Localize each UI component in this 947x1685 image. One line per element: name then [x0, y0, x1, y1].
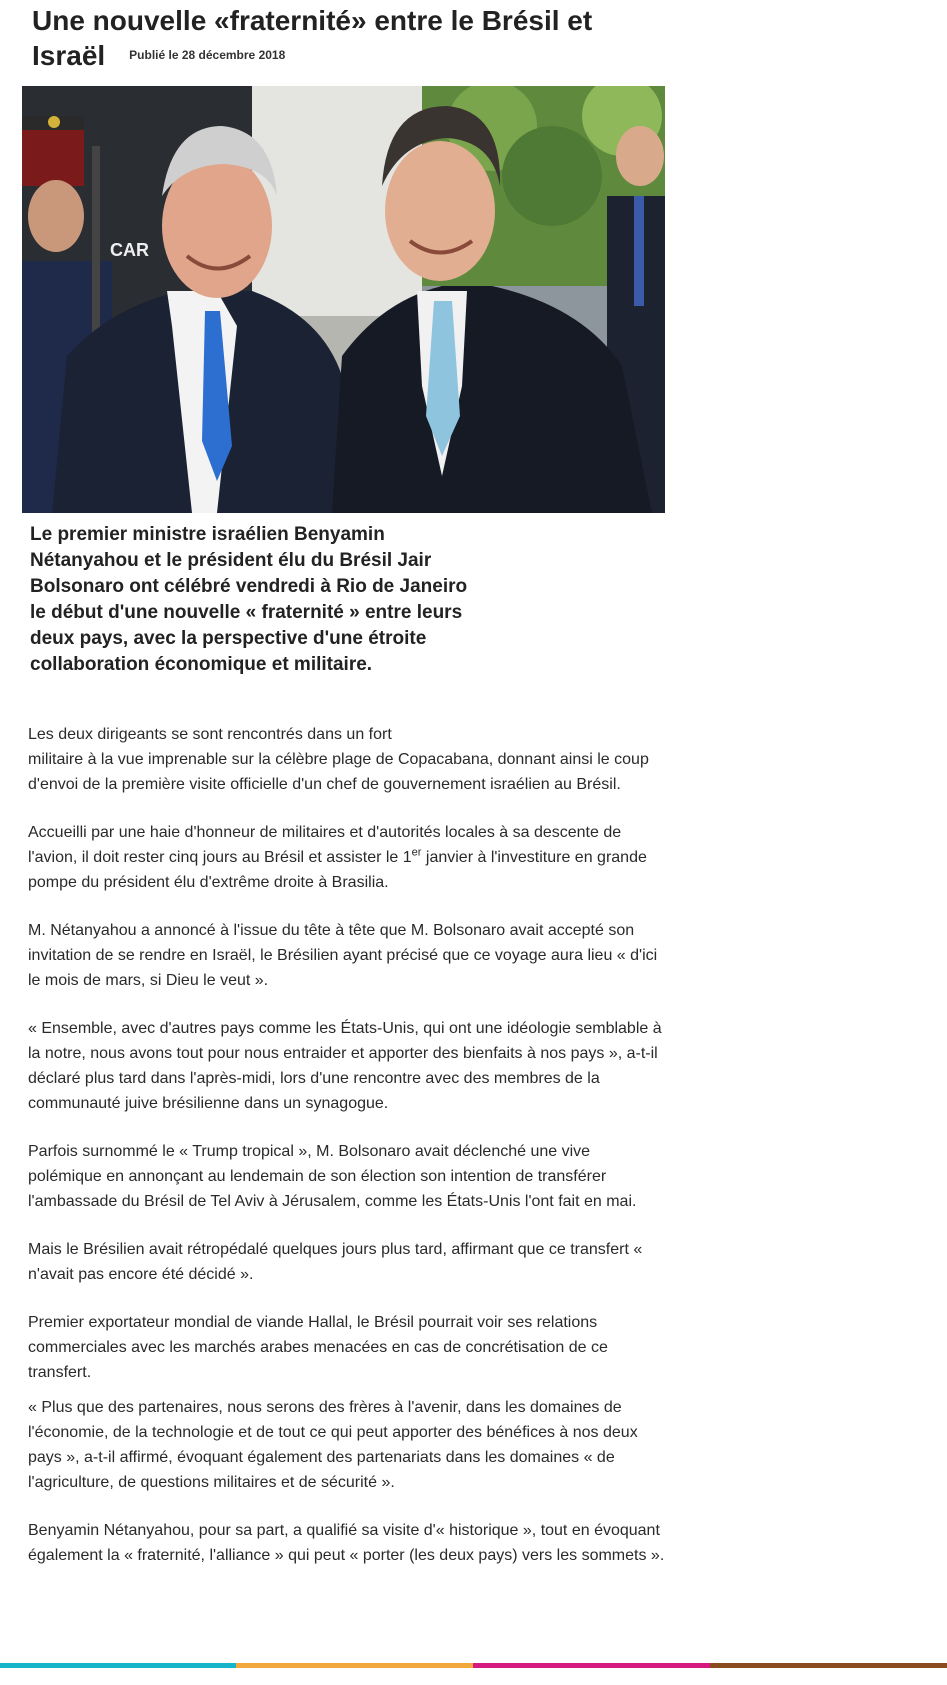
paragraph-2-part-a: Accueilli par une haie d'honneur de militaires et d'autorités locales à sa descente de l'avion, il doit rester cinq jours au Brésil et assister le 1 — [28, 824, 622, 866]
paragraph-2-part-b: janvier à l'investiture en grande pompe du président élu d'extrême droite à Brasilia. — [28, 849, 647, 891]
article-lead: Le premier ministre israélien Benyamin Nétanyahou et le président élu du Brésil Jair Bolsonaro ont célébré vendredi à Rio de Janeiro le début d'une nouvelle « fraternité » entre leurs deux pays, avec la perspective d'une étroite collaboration économique et militaire. — [30, 524, 468, 675]
paragraph-1-rest: militaire à la vue imprenable sur la célèbre plage de Copacabana, donnant ainsi le coup d'envoi de la première visite officielle d'un chef de gouvernement israélien au Brésil. — [28, 751, 649, 793]
paragraph-4: « Ensemble, avec d'autres pays comme les États-Unis, qui ont une idéologie semblable à la notre, nous avons tout pour nous entraider et apporter des bienfaits à nos pays », a-t-il déclaré plus tard dans l'après-midi, lors d'une rencontre avec des membres de la communauté juive brésilienne dans un synagogue. — [28, 1020, 662, 1112]
sign-text: CAR — [110, 240, 149, 260]
photo-illustration — [22, 86, 665, 513]
footer-segment-1 — [0, 1663, 236, 1668]
title-line-1: Une nouvelle «fraternité» entre le Brésil et — [32, 5, 593, 36]
article-title — [32, 4, 672, 73]
footer-segment-3 — [473, 1663, 710, 1668]
paragraph-3: M. Nétanyahou a annoncé à l'issue du tête à tête que M. Bolsonaro avait accepté son invitation de se rendre en Israël, le Brésilien ayant précisé que ce voyage aura lieu « d'ici le mois de mars, si Dieu le veut ». — [28, 922, 658, 989]
paragraph-5: Parfois surnommé le « Trump tropical », M. Bolsonaro avait déclenché une vive polémique en annonçant au lendemain de son élection son intention de transférer l'ambassade du Brésil de Tel Aviv à Jérusalem, comme les États-Unis l'ont fait en mai. — [28, 1143, 637, 1210]
paragraph-1-line-1: Les deux dirigeants se sont rencontrés dans un fort — [28, 726, 392, 743]
footer-segment-2 — [236, 1663, 473, 1668]
footer-segment-4 — [710, 1663, 947, 1668]
ordinal-suffix: er — [411, 846, 422, 859]
paragraph-9: Benyamin Nétanyahou, pour sa part, a qualifié sa visite d'« historique », tout en évoquant également la « fraternité, l'alliance » qui peut « porter (les deux pays) vers les sommets ». — [28, 1522, 665, 1564]
title-line-2: Israël — [32, 40, 106, 71]
article-photo — [22, 86, 665, 513]
paragraph-6: Mais le Brésilien avait rétropédalé quelques jours plus tard, affirmant que ce transfert « n'avait pas encore été décidé ». — [28, 1241, 643, 1283]
title-block — [32, 4, 672, 73]
footer-color-bar — [0, 1663, 947, 1668]
publish-date: Publié le 28 décembre 2018 — [129, 48, 286, 62]
paragraph-2 — [28, 820, 668, 895]
paragraph-1 — [28, 722, 668, 797]
paragraph-8: « Plus que des partenaires, nous serons des frères à l'avenir, dans les domaines de l'économie, de la technologie et de tout ce qui peut apporter des bénéfices à nos deux pays », a-t-il affirmé, évoquant également des partenariats dans les domaines « de l'agriculture, de questions militaires et de sécurité ». — [28, 1399, 638, 1491]
article-body — [28, 722, 668, 1591]
paragraph-7: Premier exportateur mondial de viande Hallal, le Brésil pourrait voir ses relations commerciales avec les marchés arabes menacées en cas de concrétisation de ce transfert. — [28, 1314, 608, 1381]
